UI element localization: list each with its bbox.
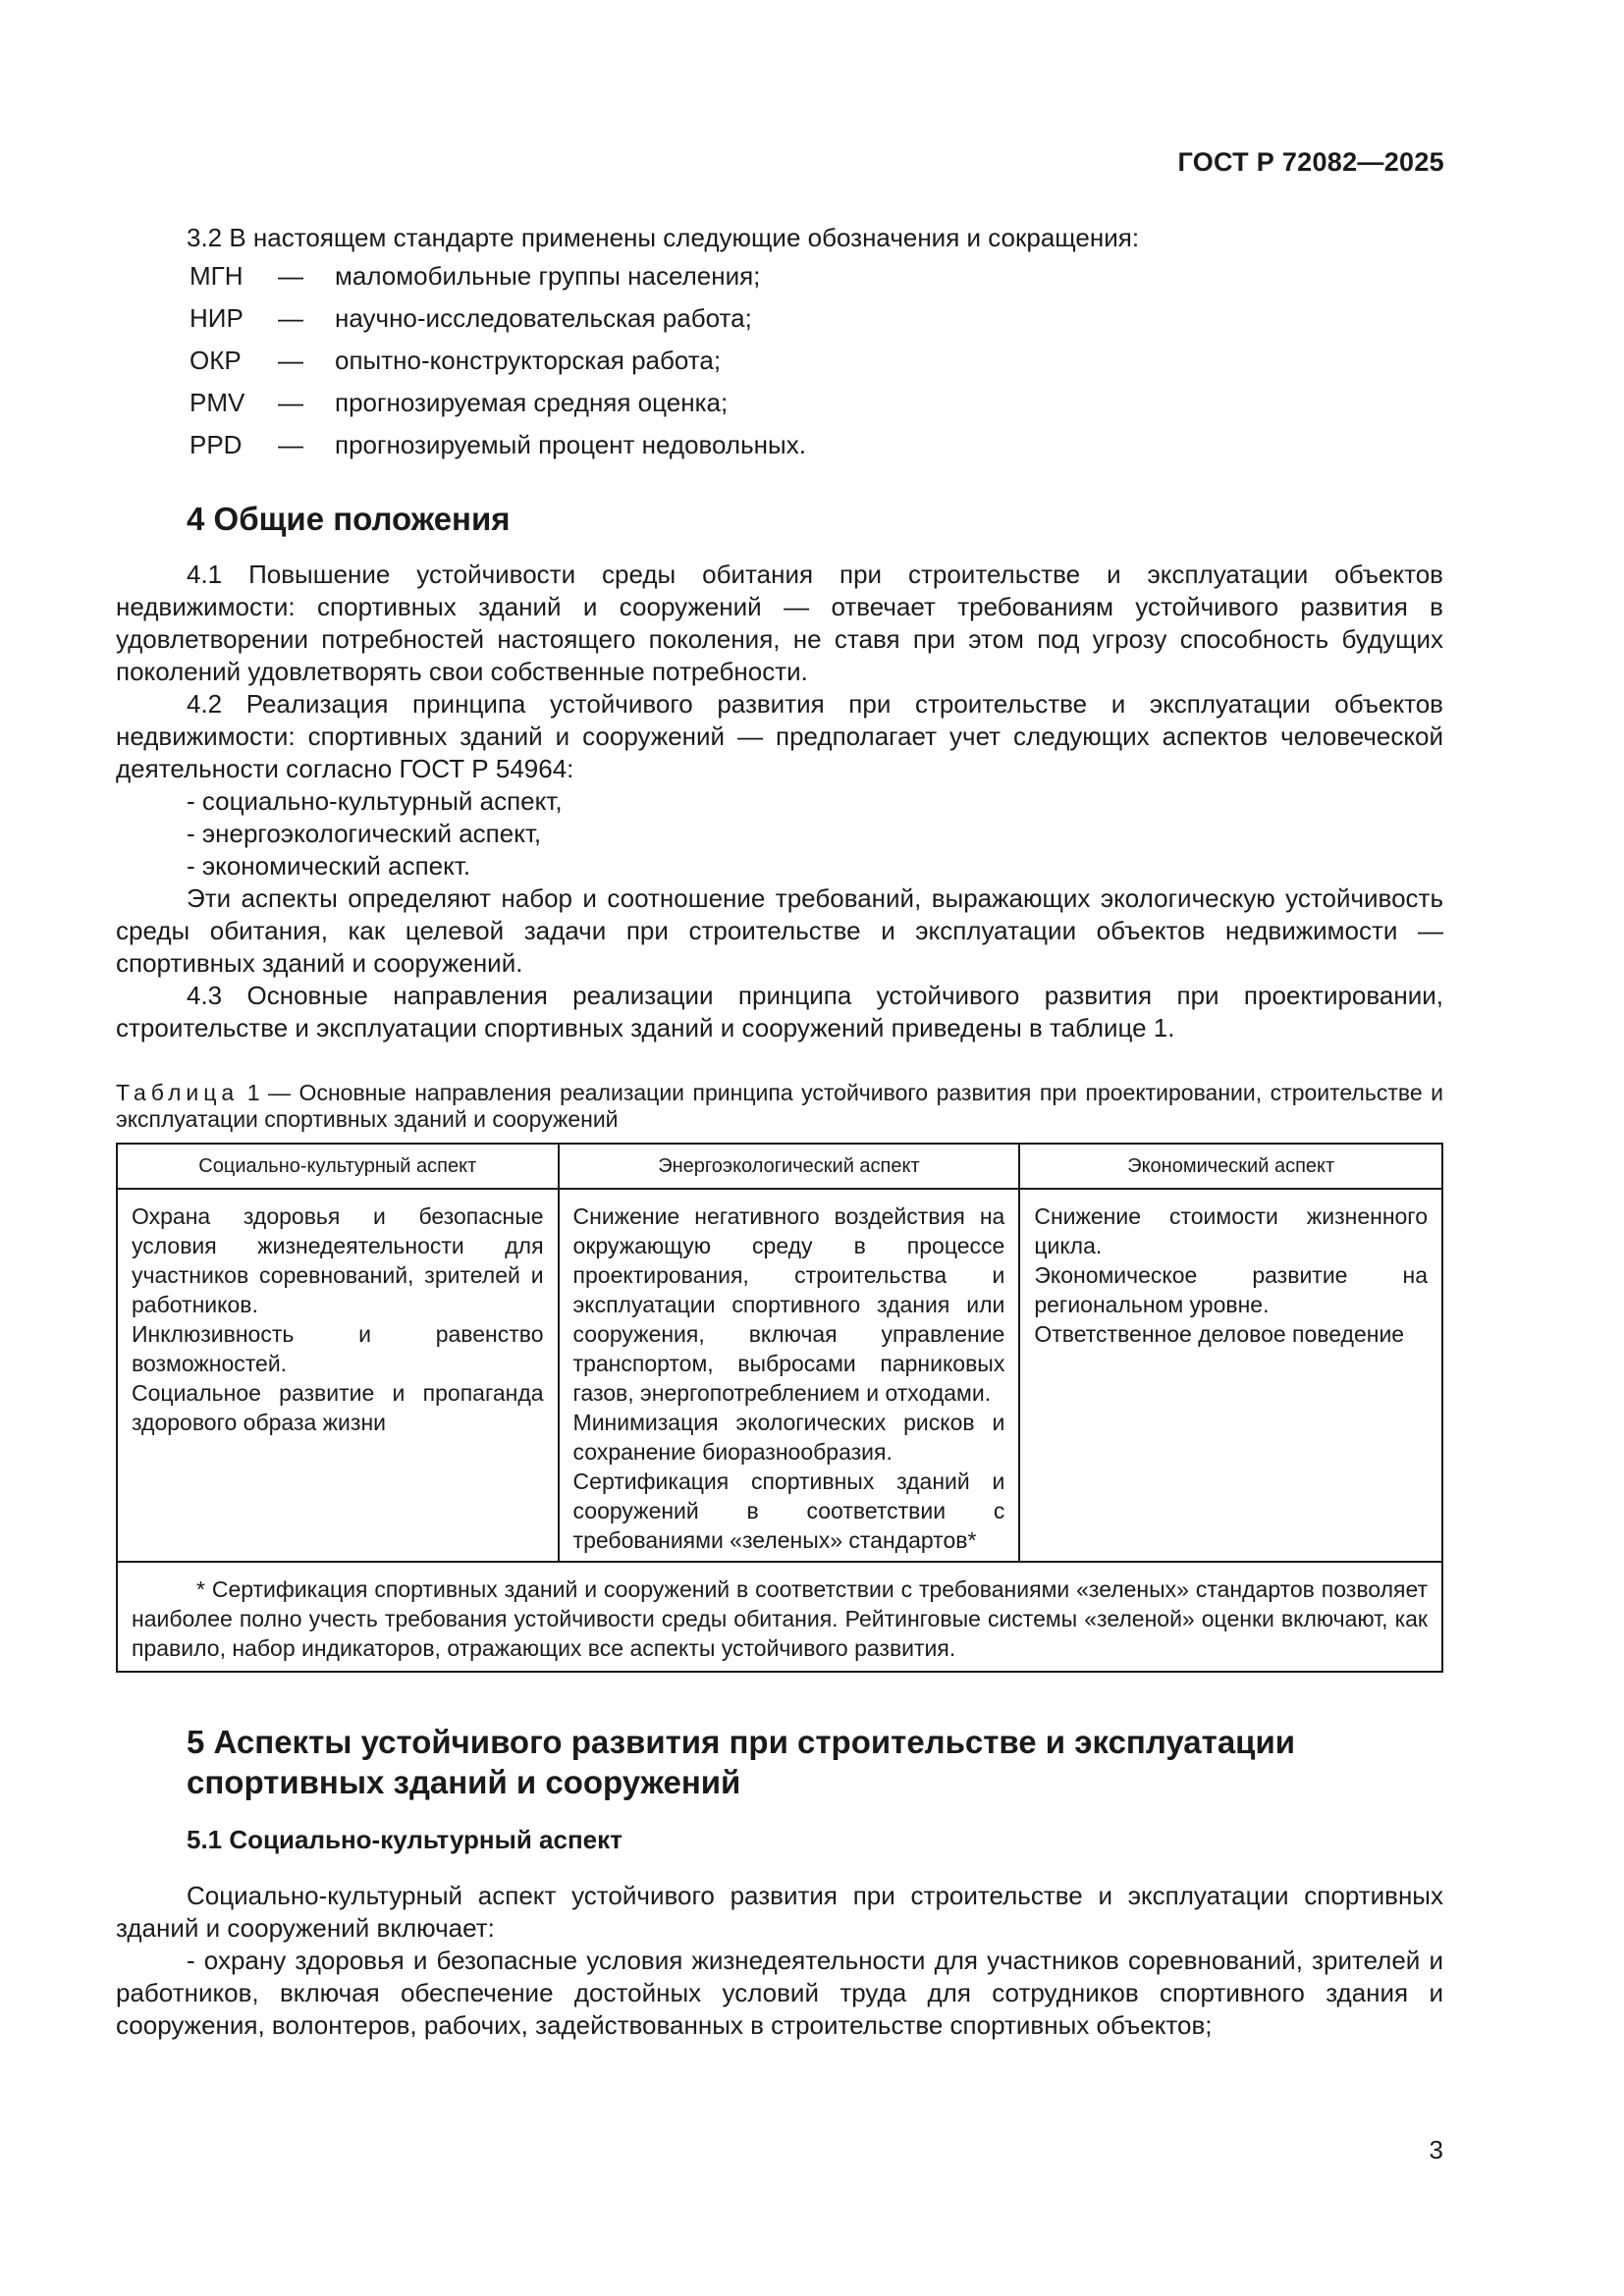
abbreviation-list — [189, 260, 1443, 471]
list-item: - экономический аспект. — [187, 851, 471, 881]
abbreviation-code: ОКР — [189, 346, 242, 375]
table-header-cell: Энергоэкологический аспект — [559, 1144, 1020, 1189]
abbreviation-text: маломобильные группы населения; — [335, 261, 761, 291]
abbreviation-item — [189, 429, 1443, 471]
abbreviation-dash: — — [278, 261, 303, 291]
table-header-cell: Социально-культурный аспект — [117, 1144, 559, 1189]
abbreviation-code: PMV — [189, 388, 245, 417]
abbreviation-text: прогнозируемая средняя оценка; — [335, 388, 729, 417]
list-item: - социально-культурный аспект, — [187, 786, 563, 816]
table-footnote-row — [117, 1562, 1442, 1672]
footnote-text: * Сертификация спортивных зданий и сооружений в соответствии с требованиями «зеленых» стандартов позволяет наиболее полно учесть требования устойчивости среды обитания. Рейтинговые системы «зеленой» оценки включают, как правило, набор индикаторов, отражающих все аспекты устойчивого развития. — [132, 1576, 1428, 1661]
abbreviation-code: НИР — [189, 303, 244, 333]
list-item: - энергоэкологический аспект, — [187, 819, 542, 848]
cell-line: Сертификация спортивных зданий и сооружений в соответствии с требованиями «зеленых» стандартов* — [572, 1468, 1005, 1553]
table-footnote — [117, 1562, 1442, 1672]
paragraph-aspects: Эти аспекты определяют набор и соотношение требований, выражающих экологическую устойчивость среды обитания, как целевой задачи при строительстве и эксплуатации объектов недвижимости — спортивных зданий и сооружений. — [116, 883, 1443, 978]
abbreviation-dash: — — [278, 388, 303, 417]
page-content — [116, 222, 1443, 2042]
abbreviation-item — [189, 260, 1443, 302]
cell-line: Минимизация экологических рисков и сохранение биоразнообразия. — [572, 1410, 1005, 1465]
abbreviation-dash: — — [278, 303, 303, 333]
section-4-heading: 4 Общие положения — [187, 501, 511, 537]
paragraph-5-1-item: - охрану здоровья и безопасные условия жизнедеятельности для участников соревнований, зрителей и работников, включая обеспечение достойных условий труда для сотрудников спортивного здания и сооружения, волонтеров, рабочих, задействованных в строительстве спортивных объектов; — [116, 1946, 1443, 2040]
table-caption-text: 1 — Основные направления реализации принципа устойчивого развития при проектировании, строительстве и эксплуатации спортивных зданий и сооружений — [116, 1080, 1443, 1132]
table-row — [117, 1189, 1442, 1562]
abbreviation-item — [189, 345, 1443, 387]
section-5-heading: 5 Аспекты устойчивого развития при строительстве и эксплуатации спортивных зданий и сооружений — [187, 1724, 1296, 1800]
abbreviation-dash: — — [278, 430, 303, 459]
table-cell-social — [117, 1189, 559, 1562]
section-3-2-intro: 3.2 В настоящем стандарте применены следующие обозначения и сокращения: — [187, 223, 1140, 252]
cell-line: Экономическое развитие на региональном уровне. — [1034, 1262, 1428, 1317]
abbreviation-text: опытно-конструкторская работа; — [335, 346, 722, 375]
table-caption — [116, 1080, 1443, 1133]
paragraph-4-3: 4.3 Основные направления реализации принципа устойчивого развития при проектировании, строительстве и эксплуатации спортивных зданий и сооружений приведены в таблице 1. — [116, 981, 1443, 1042]
page-number: 3 — [1429, 2135, 1443, 2164]
paragraph-5-1-intro: Социально-культурный аспект устойчивого развития при строительстве и эксплуатации спортивных зданий и сооружений включает: — [116, 1881, 1443, 1943]
abbreviation-text: прогнозируемый процент недовольных. — [335, 430, 806, 459]
abbreviation-item — [189, 387, 1443, 429]
abbreviation-item — [189, 302, 1443, 345]
abbreviation-code: PPD — [189, 430, 243, 459]
document-code: ГОСТ Р 72082—2025 — [1177, 147, 1444, 177]
cell-line: Снижение стоимости жизненного цикла. — [1034, 1203, 1428, 1258]
table-caption-label: Таблица — [116, 1080, 240, 1105]
table-header-row — [117, 1144, 1442, 1189]
table-cell-energy — [559, 1189, 1020, 1562]
table-header-cell: Экономический аспект — [1019, 1144, 1442, 1189]
cell-line: Ответственное деловое поведение — [1034, 1321, 1405, 1347]
cell-line: Инклюзивность и равенство возможностей. — [132, 1321, 544, 1376]
cell-line: Снижение негативного воздействия на окружающую среду в процессе проектирования, строительства и эксплуатации спортивного здания или сооружения, включая управление транспортом, выбросами парниковых газов, энергопотреблением и отходами. — [572, 1203, 1005, 1406]
cell-line: Социальное развитие и пропаганда здорового образа жизни — [132, 1380, 544, 1435]
table-1 — [116, 1143, 1443, 1673]
section-5-1-heading: 5.1 Социально-культурный аспект — [187, 1825, 623, 1854]
paragraph-4-2: 4.2 Реализация принципа устойчивого развития при строительстве и эксплуатации объектов недвижимости: спортивных зданий и сооружений — предполагает учет следующих аспектов человеческой деятельности согласно ГОСТ Р 54964: — [116, 689, 1443, 783]
paragraph-4-1: 4.1 Повышение устойчивости среды обитания при строительстве и эксплуатации объектов недвижимости: спортивных зданий и сооружений — отвечает требованиям устойчивого развития в удовлетворении потребностей настоящего поколения, не ставя при этом под угрозу способность будущих поколений удовлетворять свои собственные потребности. — [116, 560, 1443, 686]
table-cell-economic — [1019, 1189, 1442, 1562]
abbreviation-dash: — — [278, 346, 303, 375]
abbreviation-code: МГН — [189, 261, 244, 291]
cell-line: Охрана здоровья и безопасные условия жизнедеятельности для участников соревнований, зрителей и работников. — [132, 1203, 544, 1317]
abbreviation-text: научно-исследовательская работа; — [335, 303, 752, 333]
